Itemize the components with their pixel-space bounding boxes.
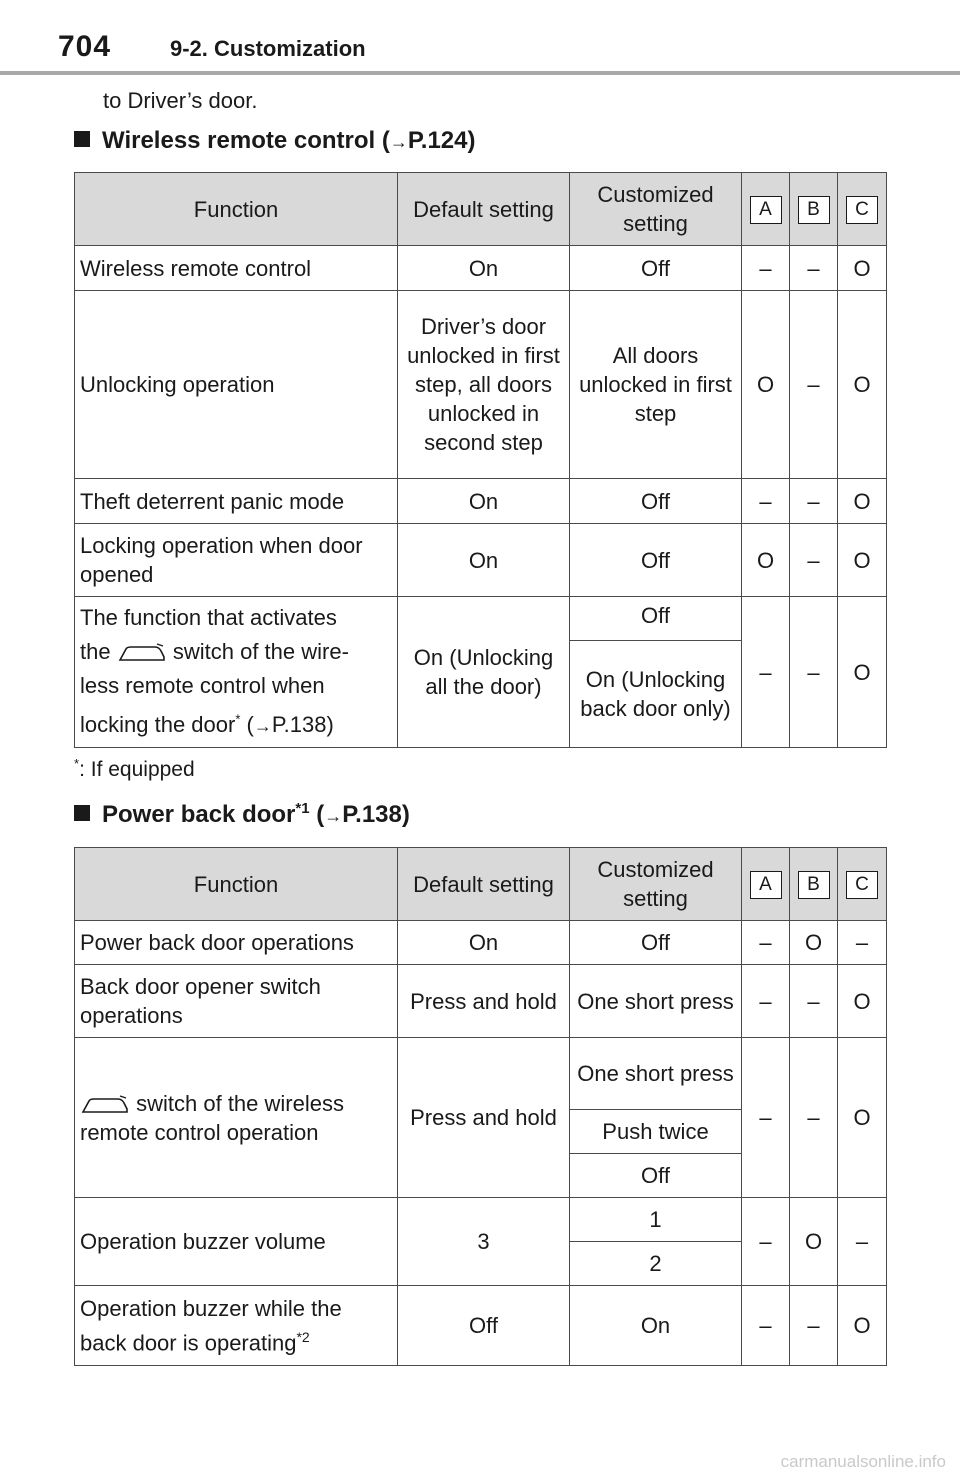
table-row — [75, 524, 887, 597]
c-cell: – — [838, 1198, 887, 1286]
back-door-switch-icon — [117, 643, 167, 663]
ref-open: ( — [240, 712, 254, 738]
continuation-text: to Driver’s door. — [103, 88, 258, 113]
a-cell: – — [742, 1286, 790, 1366]
power-heading — [74, 800, 410, 829]
a-cell: – — [742, 479, 790, 524]
square-bullet-icon — [74, 805, 90, 821]
table-row — [75, 597, 887, 641]
customized-cell: Off — [570, 1154, 742, 1198]
function-cell — [75, 1286, 398, 1366]
customized-cell: Off — [570, 921, 742, 965]
watermark: carmanualsonline.info — [780, 1452, 946, 1471]
table-row — [75, 291, 887, 479]
default-cell: On (Unlocking all the door) — [398, 597, 570, 748]
footnote — [74, 756, 195, 782]
setting-b-badge: B — [798, 871, 830, 899]
header-function: Function — [75, 848, 398, 921]
header-c — [838, 173, 887, 246]
header-default: Default setting — [398, 848, 570, 921]
default-cell: On — [398, 921, 570, 965]
customized-cell: On — [570, 1286, 742, 1366]
wireless-heading-ref[interactable]: P.124) — [407, 127, 476, 154]
c-cell: O — [838, 1286, 887, 1366]
a-cell: O — [742, 524, 790, 597]
setting-a-badge: A — [750, 871, 782, 899]
arrow-right-icon: → — [389, 132, 408, 152]
customized-cell: All doors unlocked in first step — [570, 291, 742, 479]
header-default: Default setting — [398, 173, 570, 246]
customized-cell: Off — [570, 479, 742, 524]
function-cell: Theft deterrent panic mode — [75, 479, 398, 524]
power-heading-ref[interactable]: P.138) — [342, 801, 410, 828]
b-cell: – — [790, 479, 838, 524]
page-ref[interactable]: P.138) — [271, 712, 334, 738]
c-cell: O — [838, 479, 887, 524]
c-cell: O — [838, 524, 887, 597]
default-cell: On — [398, 479, 570, 524]
b-cell: – — [790, 1038, 838, 1198]
header-b — [790, 848, 838, 921]
header-rule — [0, 71, 960, 75]
table-row — [75, 1198, 887, 1242]
function-cell: Unlocking operation — [75, 291, 398, 479]
customized-cell: Push twice — [570, 1110, 742, 1154]
table-row — [75, 965, 887, 1038]
default-cell: On — [398, 524, 570, 597]
page-number: 704 — [58, 30, 112, 63]
function-line: switch of the wire- — [172, 639, 349, 664]
a-cell: – — [742, 965, 790, 1038]
a-cell: – — [742, 1198, 790, 1286]
customized-cell: One short press — [570, 965, 742, 1038]
default-cell: Press and hold — [398, 1038, 570, 1198]
footnote-mark: * — [74, 756, 80, 771]
function-cell: Wireless remote control — [75, 246, 398, 291]
table-header-row — [75, 848, 887, 921]
table-row — [75, 1038, 887, 1110]
c-cell: O — [838, 965, 887, 1038]
header-b — [790, 173, 838, 246]
table-row — [75, 1286, 887, 1366]
table-header-row — [75, 173, 887, 246]
table-row — [75, 246, 887, 291]
wireless-heading-text: Wireless remote control ( — [102, 127, 390, 154]
customized-cell: On (Unlocking back door only) — [570, 640, 742, 748]
b-cell: – — [790, 291, 838, 479]
b-cell: – — [790, 246, 838, 291]
footnote-mark: *1 — [295, 800, 310, 817]
arrow-right-icon: → — [324, 806, 343, 826]
function-cell: Operation buzzer volume — [75, 1198, 398, 1286]
c-cell: O — [838, 246, 887, 291]
setting-c-badge: C — [846, 196, 878, 224]
header-customized: Customized setting — [570, 173, 742, 246]
customized-cell: Off — [570, 597, 742, 641]
customized-cell: 2 — [570, 1242, 742, 1286]
header-a — [742, 848, 790, 921]
a-cell: – — [742, 597, 790, 748]
footnote-mark: * — [235, 712, 241, 727]
footnote-mark: *2 — [296, 1328, 310, 1345]
section-title: 9-2. Customization — [170, 36, 366, 61]
header-c — [838, 848, 887, 921]
function-cell — [75, 1038, 398, 1198]
power-heading-open: ( — [309, 801, 325, 828]
function-cell: Locking operation when door opened — [75, 524, 398, 597]
customized-cell: Off — [570, 524, 742, 597]
default-cell: Off — [398, 1286, 570, 1366]
a-cell: – — [742, 1038, 790, 1198]
customized-cell: Off — [570, 246, 742, 291]
a-cell: – — [742, 921, 790, 965]
function-cell: Back door opener switch operations — [75, 965, 398, 1038]
arrow-right-icon: → — [253, 716, 272, 737]
c-cell: O — [838, 1038, 887, 1198]
b-cell: – — [790, 524, 838, 597]
function-line: the — [80, 639, 111, 664]
square-bullet-icon — [74, 131, 90, 147]
header-a — [742, 173, 790, 246]
setting-c-badge: C — [846, 871, 878, 899]
function-cell — [75, 597, 398, 748]
a-cell: – — [742, 246, 790, 291]
b-cell: – — [790, 1286, 838, 1366]
table-row — [75, 479, 887, 524]
customized-cell: One short press — [570, 1038, 742, 1110]
customized-cell: 1 — [570, 1198, 742, 1242]
back-door-switch-icon — [80, 1095, 130, 1115]
footnote-text: : If equipped — [79, 758, 195, 781]
default-cell: Driver’s door unlocked in first step, all doors unlocked in second step — [398, 291, 570, 479]
b-cell: – — [790, 597, 838, 748]
c-cell: O — [838, 291, 887, 479]
default-cell: On — [398, 246, 570, 291]
b-cell: – — [790, 965, 838, 1038]
function-line: The function that activates — [80, 605, 337, 630]
power-table — [74, 847, 887, 1366]
table-row — [75, 921, 887, 965]
c-cell: – — [838, 921, 887, 965]
wireless-table — [74, 172, 887, 748]
power-heading-text: Power back door — [102, 801, 296, 828]
setting-b-badge: B — [798, 196, 830, 224]
default-cell: Press and hold — [398, 965, 570, 1038]
a-cell: O — [742, 291, 790, 479]
header-function: Function — [75, 173, 398, 246]
header-customized: Customized setting — [570, 848, 742, 921]
function-text: switch of the wireless remote control operation — [80, 1090, 344, 1145]
function-cell: Power back door operations — [75, 921, 398, 965]
default-cell: 3 — [398, 1198, 570, 1286]
function-line: locking the door — [80, 712, 236, 738]
c-cell: O — [838, 597, 887, 748]
function-text: Operation buzzer while the back door is operating — [80, 1295, 342, 1356]
b-cell: O — [790, 921, 838, 965]
wireless-heading — [74, 127, 475, 155]
function-line: less remote control when — [80, 673, 325, 698]
b-cell: O — [790, 1198, 838, 1286]
setting-a-badge: A — [750, 196, 782, 224]
